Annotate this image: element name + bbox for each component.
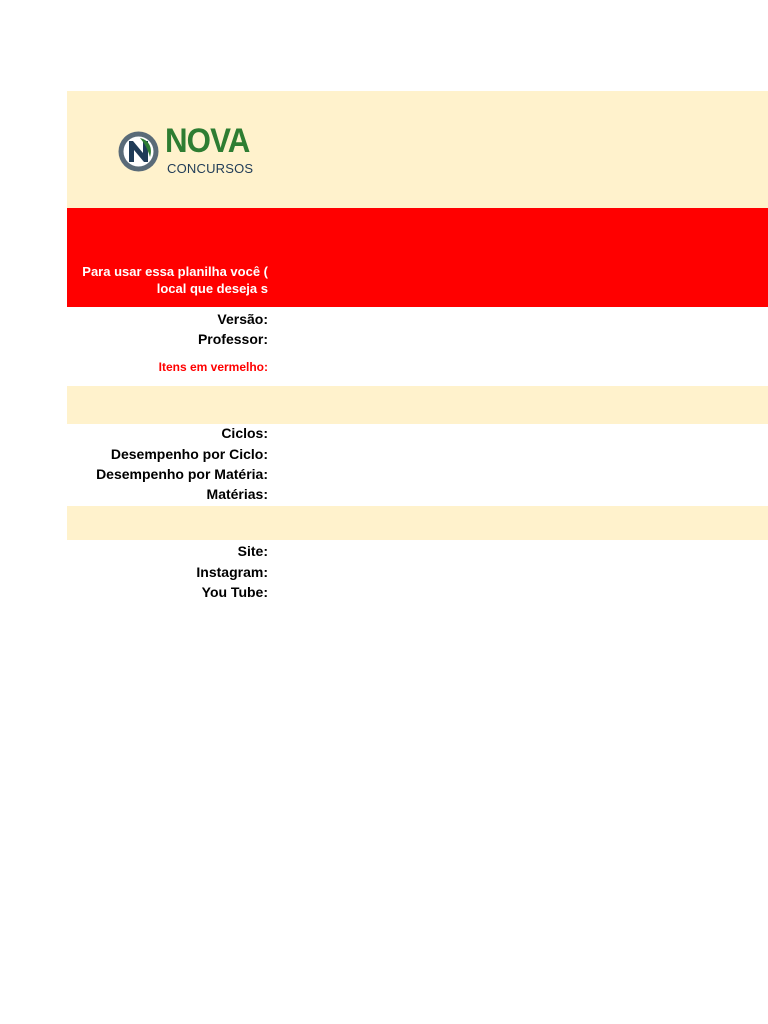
logo-subtitle: CONCURSOS: [167, 161, 254, 176]
youtube-label: You Tube:: [201, 584, 268, 600]
instagram-label: Instagram:: [196, 564, 268, 580]
site-label: Site:: [237, 543, 268, 559]
nova-concursos-logo: [117, 122, 262, 176]
banner-line-2: local que deseja s: [156, 281, 268, 296]
cycle-performance-label: Desempenho por Ciclo:: [110, 446, 268, 462]
banner-line-1: Para usar essa planilha você (: [82, 264, 268, 279]
version-label: Versão:: [217, 311, 268, 327]
subject-performance-label: Desempenho por Matéria:: [96, 466, 268, 482]
red-items-label: Itens em vermelho:: [158, 360, 268, 374]
nova-logo-icon: [117, 130, 160, 173]
logo-title: NOVA: [165, 122, 250, 160]
professor-label: Professor:: [197, 331, 268, 347]
section-header-band: [67, 386, 768, 424]
subjects-label: Matérias:: [206, 486, 268, 502]
cycles-label: Ciclos:: [221, 425, 268, 441]
links-header-band: [67, 506, 768, 540]
